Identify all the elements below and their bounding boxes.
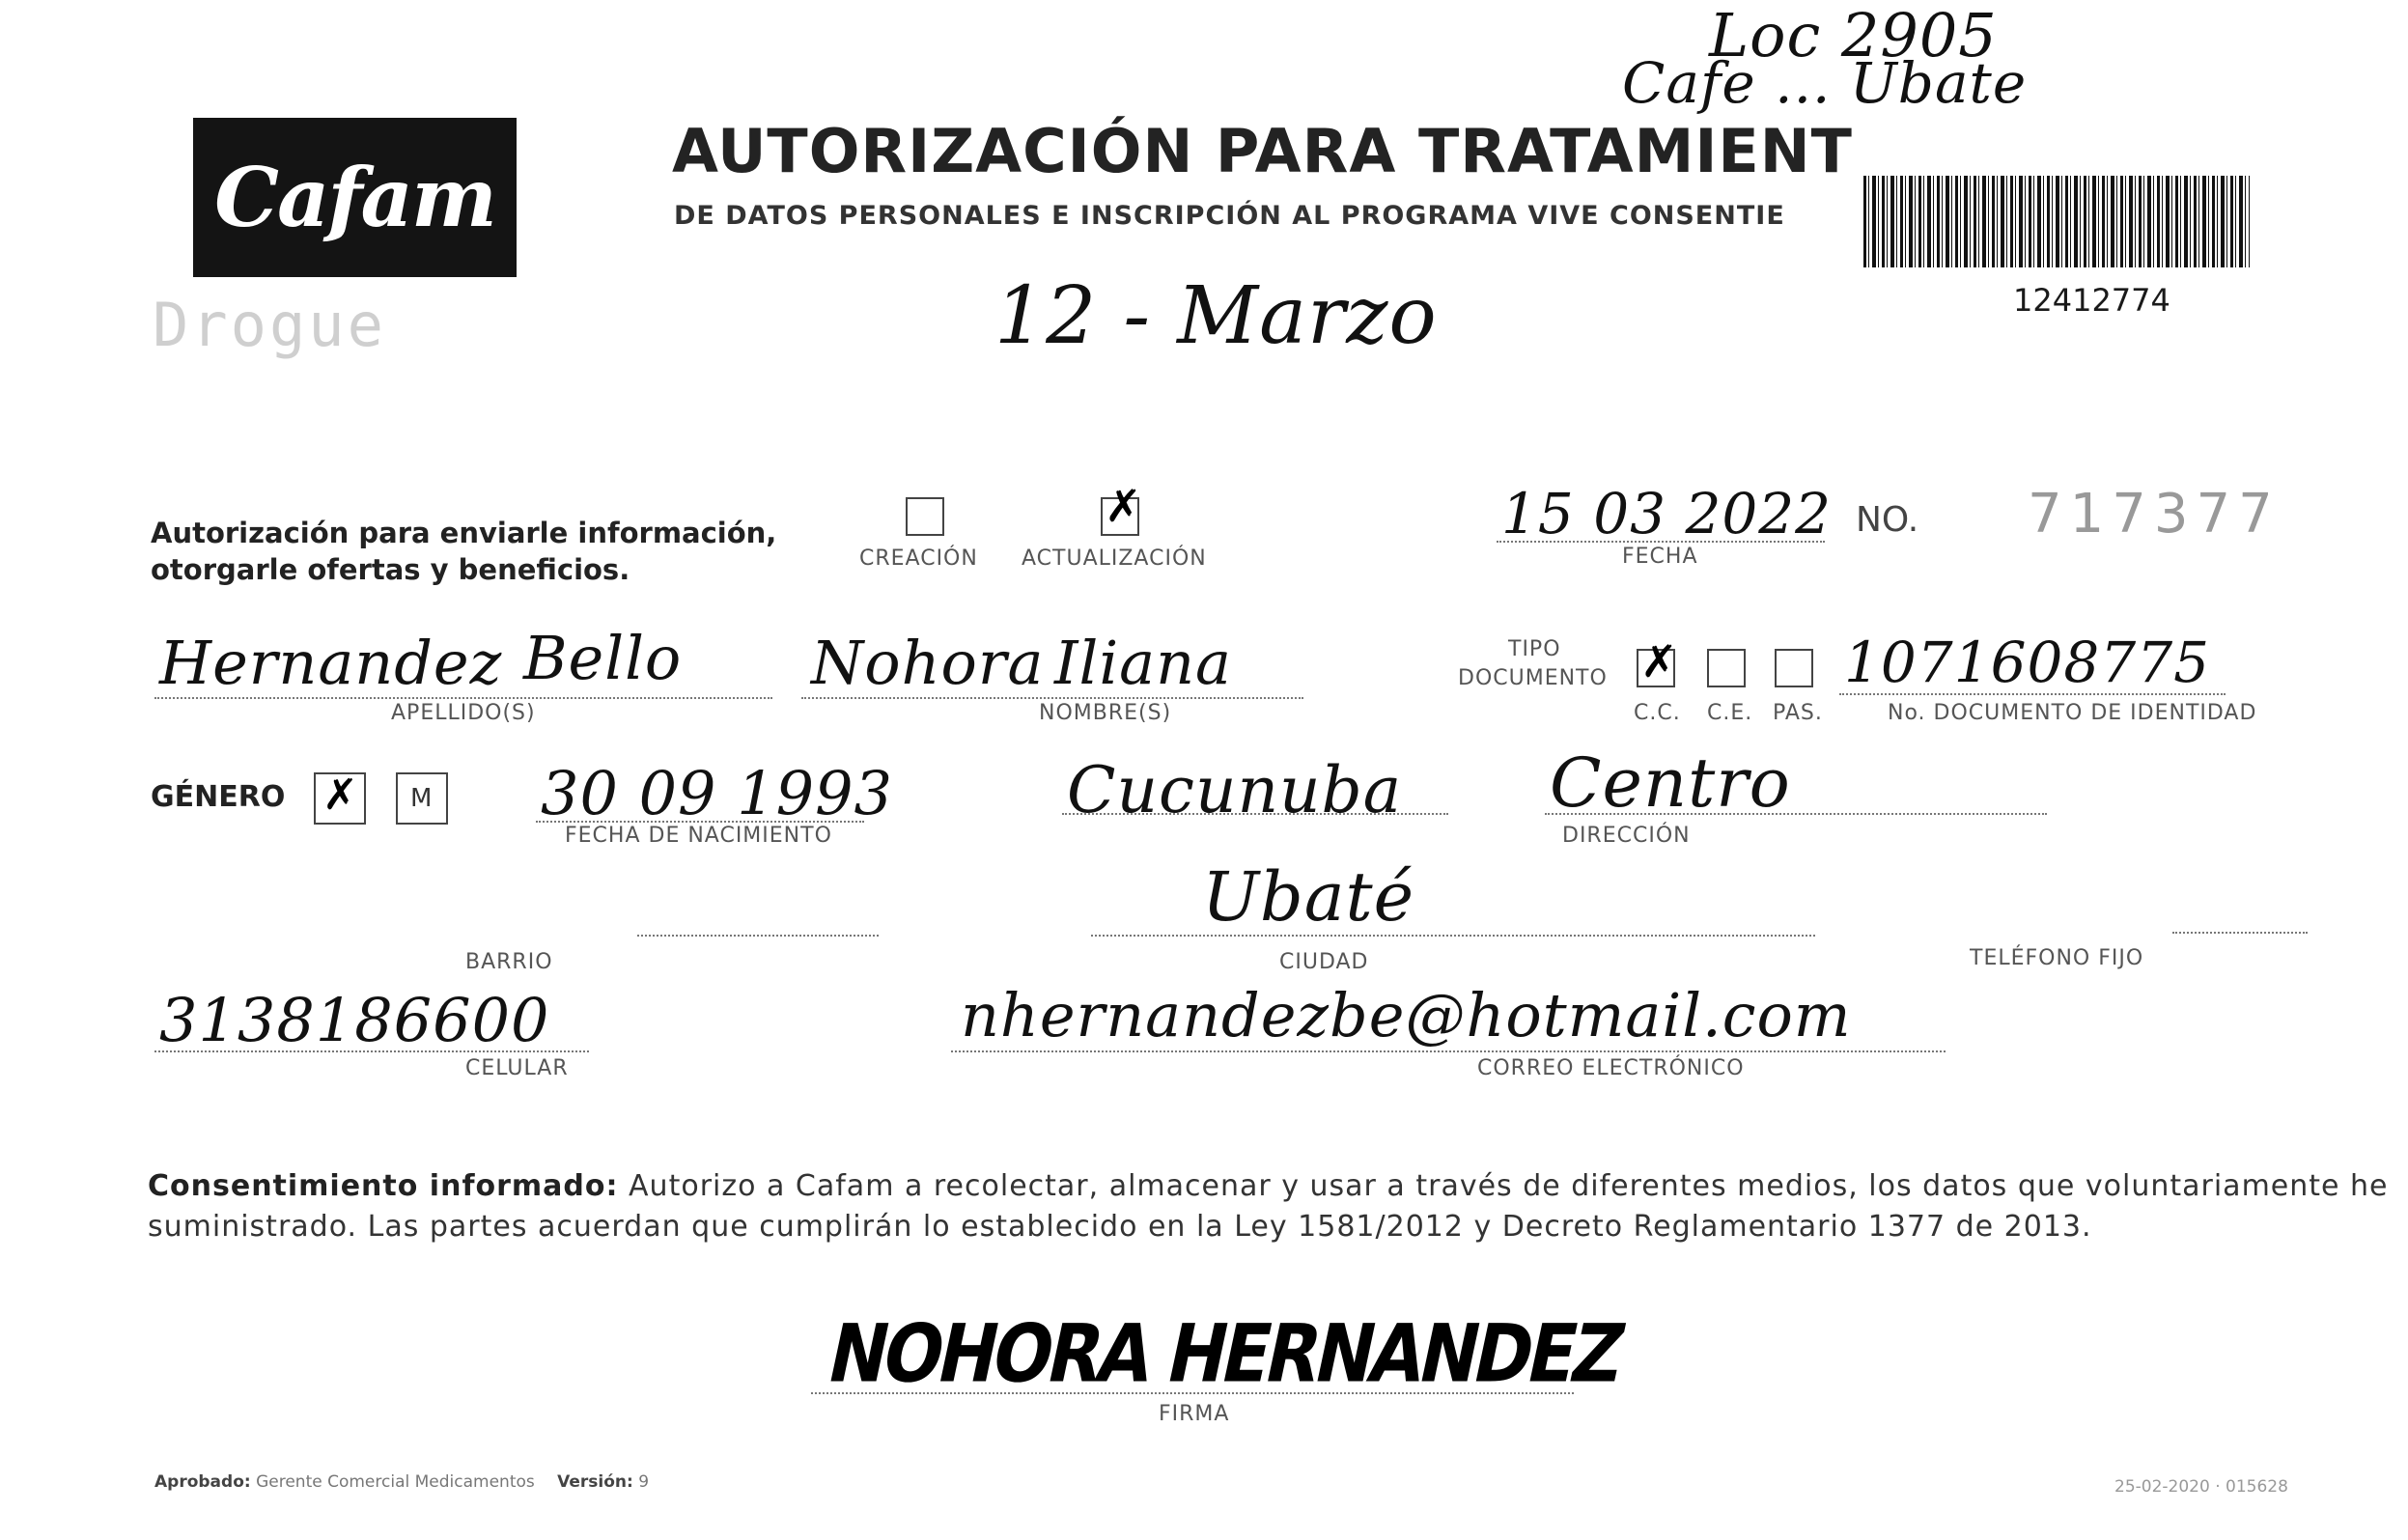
barcode-icon — [1863, 176, 2250, 267]
genero-label: GÉNERO — [151, 780, 286, 814]
doc-cc-check-mark: ✗ — [1640, 635, 1678, 687]
consent-text-line2: suministrado. Las partes acuerdan que cumplirán lo establecido en la Ley 1581/2012 y Decreto Reglamentario 1377 de 2013. — [148, 1210, 2092, 1244]
barcode-number: 12412774 — [2013, 282, 2170, 319]
celular-label: CELULAR — [465, 1056, 569, 1080]
nombre1-value: Nohora — [811, 628, 1045, 698]
fecha-label: FECHA — [1622, 545, 1698, 569]
address-part1-value: Cucunuba — [1067, 753, 1403, 827]
actualizacion-check-mark: ✗ — [1105, 480, 1142, 532]
note-annotation: Cafe ... Ubate — [1622, 50, 2028, 116]
city-value: Ubaté — [1202, 857, 1415, 937]
authorization-label-1: Autorización para enviarle información, — [151, 517, 777, 549]
email-label: CORREO ELECTRÓNICO — [1477, 1056, 1745, 1080]
genero-f-checkbox[interactable] — [314, 772, 366, 825]
no-value: 717377 — [2028, 483, 2281, 546]
loc-annotation: Loc 2905 — [1709, 0, 1998, 70]
fecha-value: 15 03 2022 — [1501, 481, 1833, 546]
ciudad-label: CIUDAD — [1279, 950, 1369, 974]
address-part2-value: Centro — [1550, 743, 1791, 823]
aprobado-value: Gerente Comercial Medicamentos — [256, 1472, 535, 1492]
apellidos-label: APELLIDO(S) — [391, 701, 536, 725]
actualizacion-checkbox[interactable] — [1101, 480, 1142, 536]
footer-approved — [154, 1472, 649, 1492]
celular-value: 3138186600 — [159, 985, 550, 1055]
doc-ce-label: C.E. — [1707, 701, 1753, 725]
consent-paragraph — [148, 1166, 2389, 1247]
genero-m-checkbox[interactable] — [396, 772, 448, 825]
nombres-label: NOMBRE(S) — [1039, 701, 1172, 725]
apellido1-value: Hernandez — [159, 628, 503, 698]
version-value: 9 — [638, 1472, 650, 1492]
birth-date-value: 30 09 1993 — [541, 758, 893, 828]
handwritten-date: 12 - Marzo — [994, 270, 1438, 362]
authorization-label-2: otorgarle ofertas y beneficios. — [151, 553, 630, 586]
doc-pas-checkbox[interactable] — [1775, 649, 1813, 687]
nombre2-value: Iliana — [1054, 628, 1233, 698]
creacion-checkbox[interactable] — [906, 497, 944, 536]
tipo-documento-label-2: DOCUMENTO — [1458, 666, 1608, 690]
aprobado-label: Aprobado: — [154, 1472, 251, 1492]
tipo-documento-label-1: TIPO — [1508, 637, 1561, 661]
version-label: Versión: — [557, 1472, 633, 1492]
birth-date-label: FECHA DE NACIMIENTO — [565, 824, 832, 848]
actualizacion-label: ACTUALIZACIÓN — [1022, 546, 1207, 571]
email-value: nhernandezbe@hotmail.com — [961, 980, 1852, 1050]
form-subtitle: DE DATOS PERSONALES E INSCRIPCIÓN AL PROGRAMA VIVE CONSENTIE — [674, 201, 1785, 231]
document-number-value: 1071608775 — [1844, 630, 2211, 695]
address-label: DIRECCIÓN — [1562, 824, 1691, 848]
drogueria-faint-text: Drogue — [153, 290, 386, 360]
consent-title: Consentimiento informado: — [148, 1169, 619, 1203]
signature: NOHORA HERNANDEZ — [820, 1306, 1630, 1401]
doc-ce-checkbox[interactable] — [1707, 649, 1746, 687]
creacion-label: CREACIÓN — [859, 546, 978, 571]
apellido2-value: Bello — [523, 623, 683, 693]
consent-text-line1: Autorizo a Cafam a recolectar, almacenar y usar a través de diferentes medios, los datos que voluntariamente he — [618, 1169, 2389, 1203]
doc-pas-label: PAS. — [1773, 701, 1823, 725]
no-label: NO. — [1856, 500, 1919, 540]
doc-cc-checkbox[interactable] — [1637, 635, 1678, 687]
genero-f-check-mark: ✗ — [322, 770, 358, 820]
document-number-label: No. DOCUMENTO DE IDENTIDAD — [1888, 701, 2257, 725]
genero-m-label: M — [410, 784, 433, 813]
doc-cc-label: C.C. — [1634, 701, 1681, 725]
telefono-label: TELÉFONO FIJO — [1970, 946, 2144, 970]
form-title: AUTORIZACIÓN PARA TRATAMIENT — [672, 116, 1853, 186]
footer-date-code: 25-02-2020 · 015628 — [2114, 1477, 2288, 1497]
cafam-logo: Cafam — [193, 118, 517, 277]
barrio-label: BARRIO — [465, 950, 553, 974]
signature-label: FIRMA — [1159, 1402, 1230, 1426]
